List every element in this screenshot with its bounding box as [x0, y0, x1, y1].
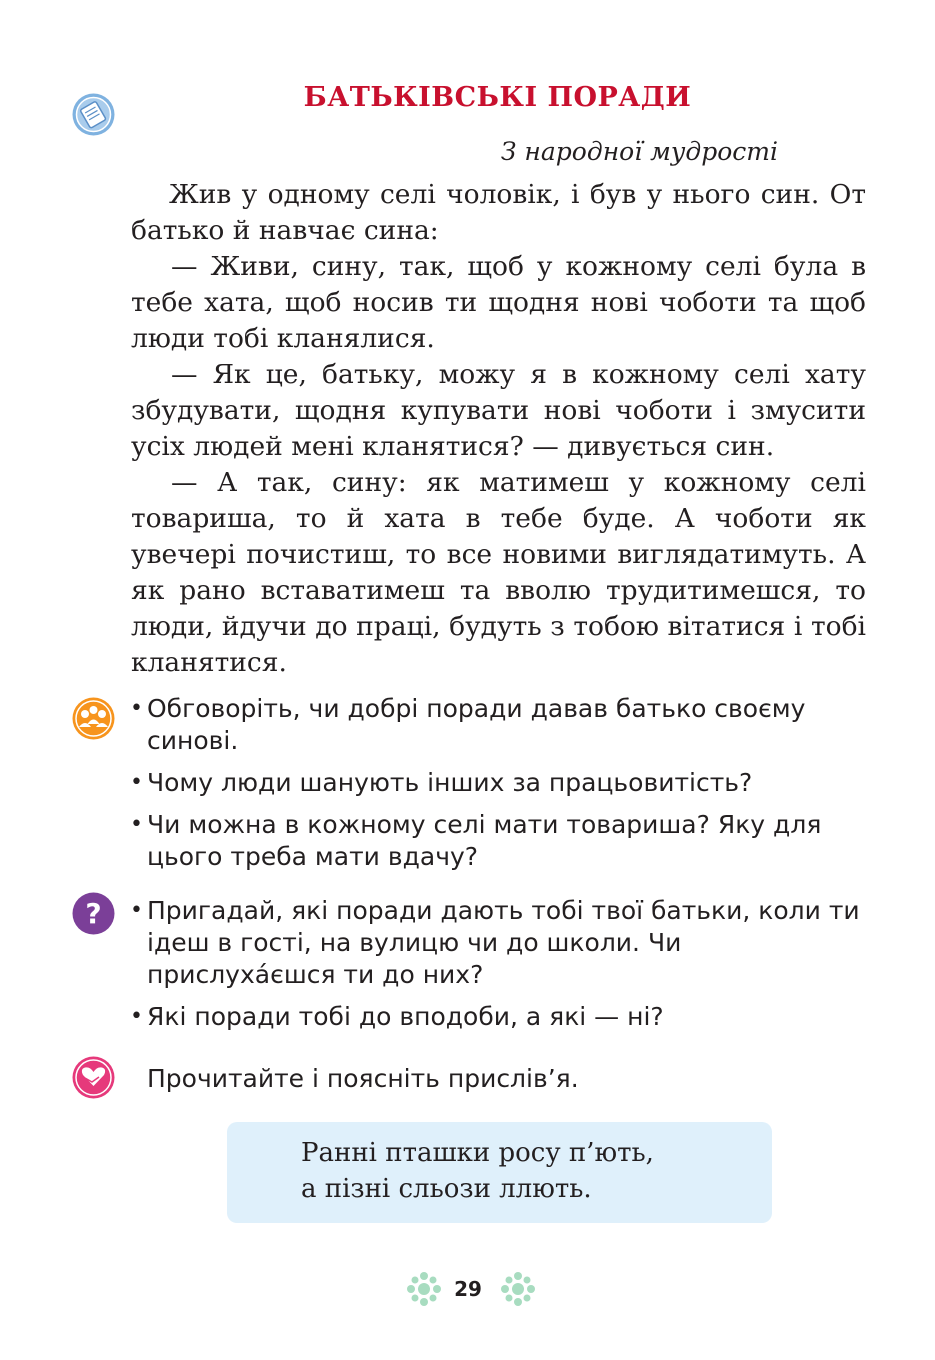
story-paragraph: — Як це, батьку, можу я в кожному селі хату збудувати, щодня купувати нові чоботи і змусити усіх людей мені кланятися? — дивується син.: [131, 359, 866, 462]
ornament-icon: [403, 1268, 445, 1310]
heart-hands-icon: [72, 1056, 115, 1099]
svg-text:?: ?: [85, 897, 102, 930]
discussion-list: [130, 693, 870, 873]
story-text: [131, 177, 866, 681]
proverb-line: Ранні пташки росу п’ють,: [301, 1138, 654, 1168]
list-item: • Обговоріть, чи добрі поради давав батько своєму синові.: [130, 694, 806, 755]
page-number: 29: [454, 1277, 482, 1301]
story-paragraph: Жив у одному селі чоловік, і був у нього син. От батько й навчає сина:: [131, 179, 866, 246]
page-title: БАТЬКІВСЬКІ ПОРАДИ: [303, 82, 692, 113]
list-item: • Які поради тобі до вподоби, а які — ні?: [130, 1002, 664, 1031]
proverb-line: а пізні сльози ллють.: [301, 1174, 592, 1204]
question-icon: [72, 892, 115, 935]
group-discussion-icon: [72, 697, 115, 740]
ornament-icon: [497, 1268, 539, 1310]
list-item: • Чому люди шанують інших за працьовитість?: [130, 768, 753, 797]
list-item: • Пригадай, які поради дають тобі твої батьки, коли ти ідеш в гості, на вулицю чи до школи. Чи прислухáєшся ти до них?: [130, 896, 860, 989]
story-paragraph: — А так, сину: як матимеш у кожному селі товариша, то й хата в тебе буде. А чоботи як увечері почистиш, то все новими виглядатимуть. А як рано вставатимеш та вволю трудитимешся, то люди, йдучи до праці, будуть з тобою вітатися і тобі кланятися.: [131, 467, 866, 678]
proverb-box: [227, 1122, 772, 1223]
list-item: • Чи можна в кожному селі мати товариша? Яку для цього треба мати вдачу?: [130, 810, 822, 871]
task-text: Прочитайте і поясніть прислів’я.: [147, 1064, 579, 1093]
story-paragraph: — Живи, сину, так, щоб у кожному селі була в тебе хата, щоб носив ти щодня нові чоботи та щоб люди тобі кланялися.: [131, 251, 866, 354]
subtitle: З народної мудрості: [500, 137, 778, 166]
book-icon: [72, 93, 115, 136]
questions-list: [130, 895, 870, 1033]
